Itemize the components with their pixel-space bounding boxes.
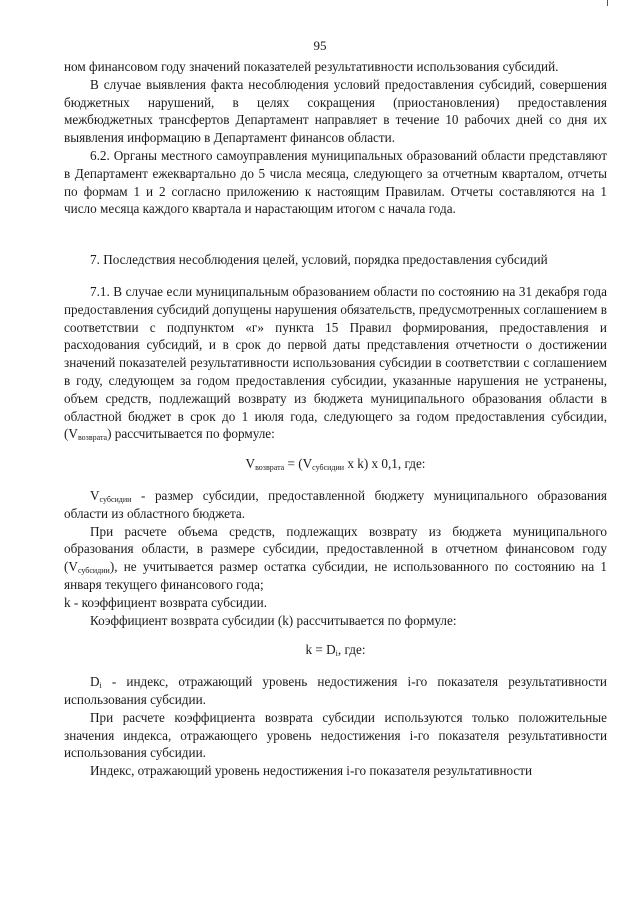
section-7-heading: 7. Последствия несоблюдения целей, условий, порядка предоставления субсидий	[90, 252, 548, 268]
paragraph-6-2: 6.2. Органы местного самоуправления муниципальных образований области представляют в Департамент ежеквартально до 5 числа месяца, следующего за отчетным кварталом, отчеты по формам 1 и 2 согласно приложению к настоящим Правилам. Отчеты составляются на 1 число месяца каждого квартала и нарастающим итогом с начала года.	[64, 147, 607, 217]
formula1-mid: = (V	[284, 456, 313, 472]
def-d-sub: i	[99, 681, 102, 691]
page-number: 95	[313, 38, 327, 53]
p71-sub: возврата	[77, 433, 108, 443]
paragraph-calc-volume	[64, 523, 607, 594]
paragraph-positive-values: При расчете коэффициента возврата субсидии используются только положительные значения индекса, отражающего уровень недостижения i-го показателя результативности использования субсидии.	[64, 709, 607, 761]
definition-v-subsidy	[64, 487, 607, 523]
def-d-text: - индекс, отражающий уровень недостижения i-го показателя результативности использования субсидии.	[64, 674, 607, 707]
def-v: V	[90, 487, 100, 503]
paragraph-7-1	[64, 283, 607, 443]
def-d: D	[90, 674, 100, 690]
formula-k	[64, 641, 607, 659]
p71-v: V	[68, 426, 78, 442]
formula-return-volume	[64, 455, 607, 473]
calc-a: При расчете объема средств, подлежащих возврату из бюджета муниципального образования области, в размере субсидии, предоставленной в отчетном финансовом году (	[64, 523, 607, 575]
paragraph-violations: В случае выявления факта несоблюдения условий предоставления субсидий, совершения бюджетных нарушений, в целях сокращения (приостановления) предоставления межбюджетных трансфертов Департамент направляет в течение 10 рабочих дней со дня их выявления информацию в Департамент финансов области.	[64, 76, 607, 146]
def-v-sub: субсидии	[99, 494, 132, 504]
formula2-sub: i	[335, 649, 338, 659]
document-body	[64, 58, 607, 780]
scan-mark	[607, 0, 608, 6]
formula2-a: k = D	[305, 642, 336, 658]
formula1-sub1: возврата	[255, 463, 285, 473]
formula1-end: x k) x 0,1, где:	[344, 456, 426, 472]
formula1-v: V	[245, 456, 256, 472]
def-v-text: - размер субсидии, предоставленной бюджету муниципального образования области из областного бюджета.	[64, 487, 607, 521]
calc-v: V	[68, 559, 78, 575]
calc-sub: субсидии	[77, 566, 110, 576]
definition-k: k - коэффициент возврата субсидии.	[64, 594, 267, 610]
p71-text: 7.1. В случае если муниципальным образованием области по состоянию на 31 декабря года предоставления субсидий допущены нарушения обязательств, предусмотренных соглашением в соответствии с подпунктом «г» пункта 15 Правил формирования, предоставления и расходования субсидий, и в срок до первой даты представления отчетности о достижении значений показателей результативности использования субсидии в соответствии с соглашением в году, следующем за годом предоставления субсидии, указанные нарушения не устранены, объем средств, подлежащий возврату из бюджета муниципального образования области в областной бюджет в срок до 1 июля года, следующего за годом предоставления субсидии, (	[64, 283, 607, 442]
definition-d	[64, 673, 607, 709]
paragraph-index-continued: Индекс, отражающий уровень недостижения i-го показателя результативности	[90, 763, 533, 779]
p71-tail: ) рассчитывается по формуле:	[107, 426, 275, 442]
paragraph-continued: ном финансовом году значений показателей результативности использования субсидий.	[64, 59, 559, 74]
formula2-b: , где:	[337, 642, 366, 658]
calc-b: ), не учитывается размер остатка субсидии, не использованного по состоянию на 1 января текущего финансового года;	[64, 559, 607, 592]
k-formula-intro: Коэффициент возврата субсидии (k) рассчитывается по формуле:	[90, 612, 457, 628]
formula1-sub2: субсидии	[312, 463, 345, 473]
